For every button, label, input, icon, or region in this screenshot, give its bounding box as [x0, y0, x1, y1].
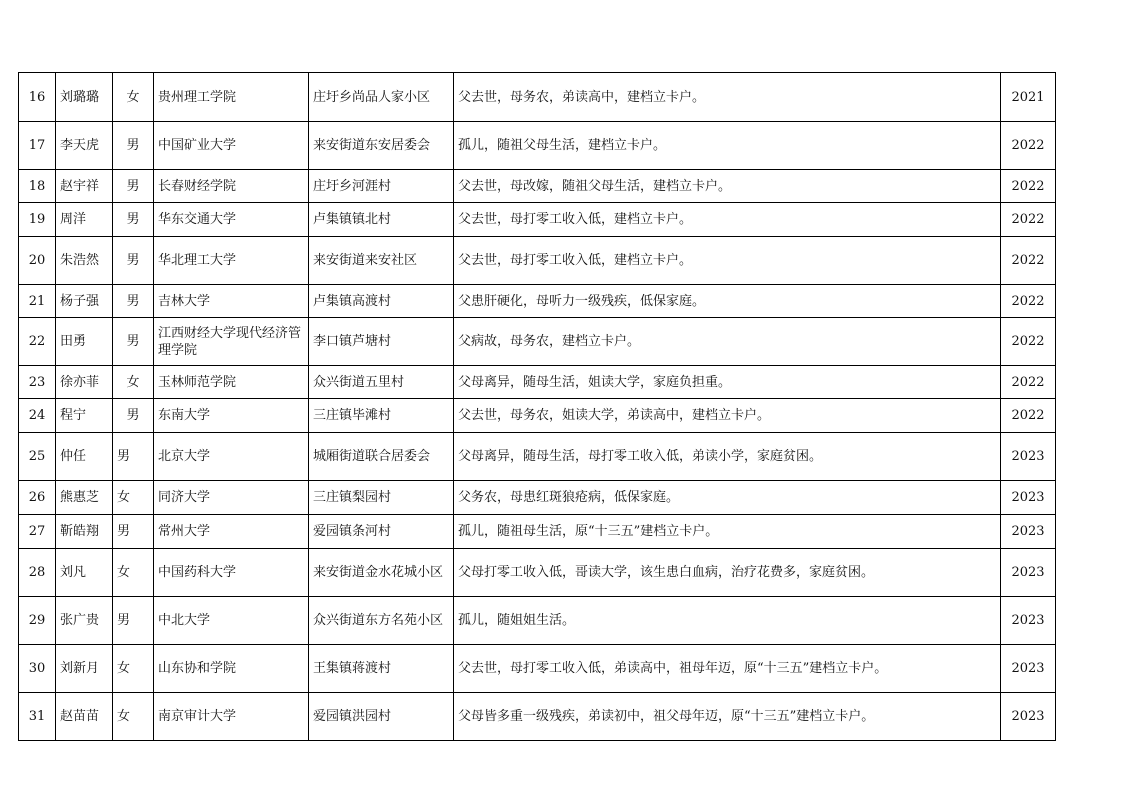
student-address: 来安街道金水花城小区 — [309, 549, 454, 597]
aid-year: 2023 — [1001, 515, 1056, 549]
family-situation: 父去世，母打零工收入低，弟读高中，祖母年迈，原“十三五”建档立卡户。 — [454, 645, 1001, 693]
table-row — [19, 515, 1056, 549]
row-number: 23 — [19, 366, 56, 399]
student-address: 来安街道东安居委会 — [309, 122, 454, 170]
table-row — [19, 122, 1056, 170]
table-row — [19, 203, 1056, 237]
student-name: 刘凡 — [56, 549, 113, 597]
student-gender: 男 — [113, 597, 154, 645]
student-address: 卢集镇高渡村 — [309, 285, 454, 318]
student-school: 华北理工大学 — [154, 237, 309, 285]
table-row — [19, 399, 1056, 433]
row-number: 25 — [19, 433, 56, 481]
student-school: 东南大学 — [154, 399, 309, 433]
table-row — [19, 597, 1056, 645]
student-name: 赵苗苗 — [56, 693, 113, 741]
row-number: 29 — [19, 597, 56, 645]
student-name: 熊惠芝 — [56, 481, 113, 515]
student-school: 玉林师范学院 — [154, 366, 309, 399]
student-gender: 女 — [113, 693, 154, 741]
family-situation: 父病故，母务农，建档立卡户。 — [454, 318, 1001, 366]
student-name: 杨子强 — [56, 285, 113, 318]
student-gender: 男 — [113, 285, 154, 318]
aid-year: 2022 — [1001, 399, 1056, 433]
table-row — [19, 366, 1056, 399]
family-situation: 父务农，母患红斑狼疮病，低保家庭。 — [454, 481, 1001, 515]
family-situation: 父母离异，随母生活，姐读大学，家庭负担重。 — [454, 366, 1001, 399]
family-situation: 孤儿，随祖父母生活，建档立卡户。 — [454, 122, 1001, 170]
student-name: 赵宇祥 — [56, 170, 113, 203]
table-row — [19, 73, 1056, 122]
student-address: 来安街道来安社区 — [309, 237, 454, 285]
family-situation: 父母打零工收入低，哥读大学，该生患白血病，治疗花费多，家庭贫困。 — [454, 549, 1001, 597]
student-name: 张广贵 — [56, 597, 113, 645]
row-number: 30 — [19, 645, 56, 693]
student-name: 仲任 — [56, 433, 113, 481]
student-name: 田勇 — [56, 318, 113, 366]
row-number: 31 — [19, 693, 56, 741]
student-address: 卢集镇镇北村 — [309, 203, 454, 237]
student-school: 同济大学 — [154, 481, 309, 515]
student-aid-table — [18, 72, 1056, 741]
aid-year: 2022 — [1001, 237, 1056, 285]
student-address: 李口镇芦塘村 — [309, 318, 454, 366]
family-situation: 父去世，母务农，姐读大学，弟读高中，建档立卡户。 — [454, 399, 1001, 433]
student-gender: 女 — [113, 549, 154, 597]
student-address: 爱园镇条河村 — [309, 515, 454, 549]
student-gender: 女 — [113, 481, 154, 515]
aid-year: 2022 — [1001, 203, 1056, 237]
student-gender: 男 — [113, 433, 154, 481]
row-number: 21 — [19, 285, 56, 318]
family-situation: 孤儿，随祖母生活，原“十三五”建档立卡户。 — [454, 515, 1001, 549]
family-situation: 父去世，母打零工收入低，建档立卡户。 — [454, 237, 1001, 285]
family-situation: 父患肝硬化，母听力一级残疾，低保家庭。 — [454, 285, 1001, 318]
student-name: 程宁 — [56, 399, 113, 433]
student-name: 靳皓翔 — [56, 515, 113, 549]
row-number: 24 — [19, 399, 56, 433]
row-number: 26 — [19, 481, 56, 515]
row-number: 27 — [19, 515, 56, 549]
table-row — [19, 318, 1056, 366]
student-gender: 男 — [113, 170, 154, 203]
row-number: 28 — [19, 549, 56, 597]
student-gender: 女 — [113, 645, 154, 693]
student-address: 庄圩乡尚品人家小区 — [309, 73, 454, 122]
row-number: 16 — [19, 73, 56, 122]
table-row — [19, 645, 1056, 693]
aid-year: 2022 — [1001, 285, 1056, 318]
student-address: 三庄镇梨园村 — [309, 481, 454, 515]
student-gender: 男 — [113, 515, 154, 549]
student-school: 中国药科大学 — [154, 549, 309, 597]
table-row — [19, 481, 1056, 515]
family-situation: 孤儿，随姐姐生活。 — [454, 597, 1001, 645]
student-gender: 女 — [113, 73, 154, 122]
student-gender: 男 — [113, 399, 154, 433]
table-row — [19, 237, 1056, 285]
student-address: 众兴街道东方名苑小区 — [309, 597, 454, 645]
student-name: 朱浩然 — [56, 237, 113, 285]
row-number: 18 — [19, 170, 56, 203]
student-address: 王集镇蒋渡村 — [309, 645, 454, 693]
aid-year: 2022 — [1001, 366, 1056, 399]
aid-year: 2023 — [1001, 645, 1056, 693]
student-school: 中北大学 — [154, 597, 309, 645]
student-school: 北京大学 — [154, 433, 309, 481]
family-situation: 父去世，母改嫁，随祖父母生活，建档立卡户。 — [454, 170, 1001, 203]
row-number: 17 — [19, 122, 56, 170]
student-school: 南京审计大学 — [154, 693, 309, 741]
aid-year: 2022 — [1001, 170, 1056, 203]
student-gender: 男 — [113, 203, 154, 237]
student-school: 吉林大学 — [154, 285, 309, 318]
family-situation: 父去世，母务农，弟读高中，建档立卡户。 — [454, 73, 1001, 122]
aid-year: 2023 — [1001, 597, 1056, 645]
student-name: 刘璐璐 — [56, 73, 113, 122]
family-situation: 父去世，母打零工收入低，建档立卡户。 — [454, 203, 1001, 237]
student-address: 庄圩乡河涯村 — [309, 170, 454, 203]
student-school: 长春财经学院 — [154, 170, 309, 203]
student-school: 山东协和学院 — [154, 645, 309, 693]
student-name: 刘新月 — [56, 645, 113, 693]
student-gender: 男 — [113, 122, 154, 170]
student-gender: 男 — [113, 318, 154, 366]
student-school: 中国矿业大学 — [154, 122, 309, 170]
student-school: 常州大学 — [154, 515, 309, 549]
student-address: 三庄镇毕滩村 — [309, 399, 454, 433]
aid-year: 2022 — [1001, 318, 1056, 366]
student-school: 华东交通大学 — [154, 203, 309, 237]
student-name: 李天虎 — [56, 122, 113, 170]
student-gender: 女 — [113, 366, 154, 399]
table-row — [19, 285, 1056, 318]
aid-year: 2022 — [1001, 122, 1056, 170]
table-row — [19, 433, 1056, 481]
student-name: 周洋 — [56, 203, 113, 237]
aid-year: 2023 — [1001, 693, 1056, 741]
aid-year: 2023 — [1001, 433, 1056, 481]
table-body — [19, 73, 1056, 741]
table-row — [19, 170, 1056, 203]
student-address: 爱园镇洪园村 — [309, 693, 454, 741]
student-name: 徐亦菲 — [56, 366, 113, 399]
aid-year: 2021 — [1001, 73, 1056, 122]
student-school: 江西财经大学现代经济管理学院 — [154, 318, 309, 366]
row-number: 20 — [19, 237, 56, 285]
table-row — [19, 693, 1056, 741]
family-situation: 父母离异，随母生活，母打零工收入低，弟读小学，家庭贫困。 — [454, 433, 1001, 481]
aid-year: 2023 — [1001, 481, 1056, 515]
row-number: 22 — [19, 318, 56, 366]
student-school: 贵州理工学院 — [154, 73, 309, 122]
student-address: 城厢街道联合居委会 — [309, 433, 454, 481]
student-gender: 男 — [113, 237, 154, 285]
table-row — [19, 549, 1056, 597]
aid-year: 2023 — [1001, 549, 1056, 597]
family-situation: 父母皆多重一级残疾，弟读初中，祖父母年迈，原“十三五”建档立卡户。 — [454, 693, 1001, 741]
student-address: 众兴街道五里村 — [309, 366, 454, 399]
row-number: 19 — [19, 203, 56, 237]
